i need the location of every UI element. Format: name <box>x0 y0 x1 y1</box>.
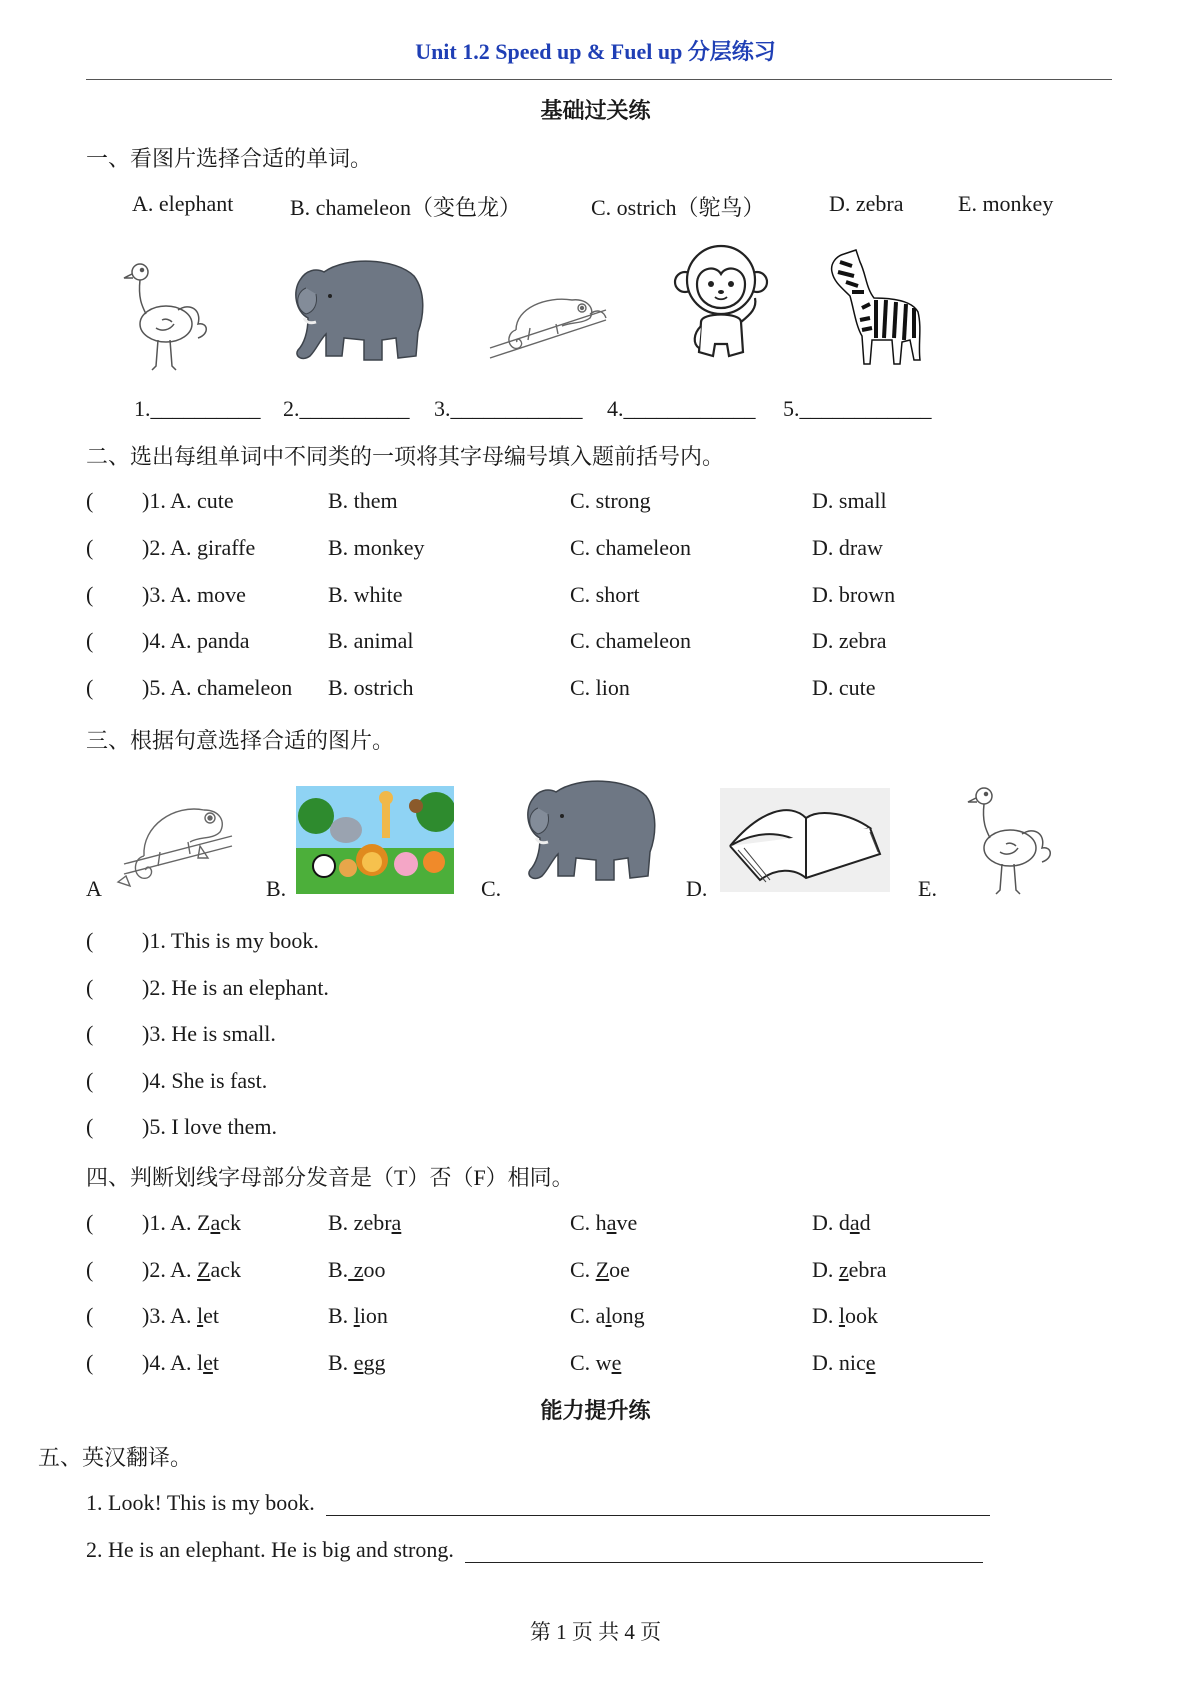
part4-option-c <box>570 1350 621 1376</box>
part4-a-post: ck <box>220 1210 241 1235</box>
part5-item-1 <box>86 1490 990 1516</box>
part5-item-2-text: 2. He is an elephant. He is big and strong. <box>86 1537 454 1562</box>
part4-option-c-underlined: Z <box>595 1257 610 1282</box>
part2-option-b: B. ostrich <box>328 675 414 700</box>
part4-a-underlined: a <box>210 1210 221 1235</box>
answer-paren[interactable]: ( <box>86 1350 94 1375</box>
part4-a-post: et <box>203 1303 220 1328</box>
part2-option-c: C. chameleon <box>570 535 691 560</box>
part3-label-a: A <box>86 876 102 901</box>
part4-option-a <box>142 1350 219 1376</box>
part1-heading: 一、看图片选择合适的单词。 <box>86 146 373 171</box>
part2-option-b: B. animal <box>328 628 414 653</box>
part4-option-b-underlined: z <box>348 1257 364 1282</box>
part4-option-c <box>570 1257 630 1283</box>
ostrich-drawing <box>118 258 216 374</box>
part3-heading: 三、根据句意选择合适的图片。 <box>86 728 395 753</box>
part4-a-post: ack <box>210 1257 241 1282</box>
part4-option-b <box>328 1257 385 1283</box>
part4-option-b <box>328 1350 385 1376</box>
part3-label-c: C. <box>481 876 502 901</box>
part3-sentence: )3. He is small. <box>142 1021 276 1046</box>
part2-option-d: D. cute <box>812 675 876 700</box>
part4-option-b-pre: B. zebr <box>328 1210 392 1235</box>
part1-blank-2[interactable]: 2.__________ <box>283 396 410 421</box>
part4-option-b-underlined: l <box>353 1303 360 1328</box>
part2-option-c: C. short <box>570 582 640 607</box>
elephant-picture <box>518 772 663 888</box>
document-title: Unit 1.2 Speed up & Fuel up 分层练习 <box>415 39 776 64</box>
part4-option-b-underlined: e <box>353 1350 364 1375</box>
part4-option-c-pre: C. h <box>570 1210 607 1235</box>
part2-option-a: )1. A. cute <box>142 488 234 513</box>
part2-option-d: D. small <box>812 488 887 513</box>
part4-option-d-underlined: z <box>838 1257 849 1282</box>
page-footer: 第 1 页 共 4 页 <box>529 1620 662 1644</box>
part4-option-a <box>142 1257 241 1283</box>
answer-paren[interactable]: ( <box>86 928 94 953</box>
part4-option-c-underlined: l <box>605 1303 612 1328</box>
part4-option-b-pre: B. <box>328 1303 354 1328</box>
part4-option-c-pre: C. <box>570 1257 596 1282</box>
part4-option-d-pre: D. nic <box>812 1350 866 1375</box>
part4-option-d <box>812 1210 871 1236</box>
part2-heading: 二、选出每组单词中不同类的一项将其字母编号填入题前括号内。 <box>86 444 725 469</box>
answer-paren[interactable]: ( <box>86 1114 94 1139</box>
part4-option-b-underlined: a <box>391 1210 402 1235</box>
answer-paren[interactable]: ( <box>86 1068 94 1093</box>
part5-item-1-text: 1. Look! This is my book. <box>86 1490 315 1515</box>
part1-blank-1[interactable]: 1.__________ <box>134 396 261 421</box>
part4-option-d-pre: D. d <box>812 1210 850 1235</box>
part2-option-d: D. zebra <box>812 628 887 653</box>
part2-option-a: )3. A. move <box>142 582 246 607</box>
part4-a-pre: l <box>197 1350 204 1375</box>
part2-option-c: C. chameleon <box>570 628 691 653</box>
part4-option-d-post: d <box>859 1210 871 1235</box>
chameleon-drawing <box>486 268 612 364</box>
part1-option-d: D. zebra <box>829 191 904 216</box>
answer-paren[interactable]: ( <box>86 488 94 513</box>
monkey-drawing <box>671 238 771 376</box>
part4-option-d <box>812 1350 876 1376</box>
part1-option-b: B. chameleon（变色龙） <box>290 195 521 220</box>
part3-label-e: E. <box>918 876 937 901</box>
part4-option-c-pre: C. a <box>570 1303 606 1328</box>
chameleon-drawing <box>104 786 236 896</box>
part4-a-underlined: l <box>197 1303 204 1328</box>
part2-option-a: )2. A. giraffe <box>142 535 256 560</box>
part2-option-b: B. monkey <box>328 535 425 560</box>
zebra-picture <box>826 248 934 372</box>
part4-option-a <box>142 1210 241 1236</box>
part4-option-b-post: ion <box>359 1303 388 1328</box>
part3-label-b: B. <box>266 876 287 901</box>
part2-option-b: B. them <box>328 488 398 513</box>
part1-blank-5[interactable]: 5.____________ <box>783 396 932 421</box>
part4-number: )3. A. <box>142 1303 197 1328</box>
part1-option-a: A. elephant <box>132 191 234 216</box>
part4-a-pre: Z <box>197 1210 211 1235</box>
part4-option-b <box>328 1303 388 1329</box>
part4-option-c-post: oe <box>609 1257 630 1282</box>
part2-option-a: )4. A. panda <box>142 628 250 653</box>
part2-option-a: )5. A. chameleon <box>142 675 293 700</box>
part3-sentence: )4. She is fast. <box>142 1068 268 1093</box>
part3-sentence: )2. He is an elephant. <box>142 975 329 1000</box>
part5-answer-line-2[interactable] <box>465 1542 983 1563</box>
header-divider <box>86 79 1112 80</box>
part4-option-d-pre: D. <box>812 1257 839 1282</box>
animals-group-picture <box>296 786 454 894</box>
part4-number: )2. A. <box>142 1257 197 1282</box>
part4-number: )4. A. <box>142 1350 197 1375</box>
answer-paren[interactable]: ( <box>86 1210 94 1235</box>
part4-option-d-underlined: l <box>838 1303 846 1328</box>
part3-sentence: )1. This is my book. <box>142 928 319 953</box>
part4-option-c-post: ve <box>616 1210 638 1235</box>
part1-option-e: E. monkey <box>958 191 1054 216</box>
part4-number: )1. A. <box>142 1210 197 1235</box>
answer-paren[interactable]: ( <box>86 1021 94 1046</box>
part5-item-2 <box>86 1537 983 1563</box>
answer-paren[interactable]: ( <box>86 975 94 1000</box>
part4-option-d <box>812 1303 878 1329</box>
part4-a-underlined: e <box>203 1350 213 1375</box>
part4-option-c <box>570 1303 645 1329</box>
part4-heading: 四、判断划线字母部分发音是（T）否（F）相同。 <box>86 1165 574 1190</box>
part4-option-d-underlined: a <box>849 1210 860 1235</box>
part4-option-b-pre: B. <box>328 1257 349 1282</box>
part4-option-c-underlined: a <box>606 1210 617 1235</box>
part4-option-d <box>812 1257 887 1283</box>
part1-blank-3[interactable]: 3.____________ <box>434 396 583 421</box>
part4-option-d-underlined: e <box>865 1350 876 1375</box>
part2-option-c: C. lion <box>570 675 630 700</box>
part4-a-post: t <box>212 1350 220 1375</box>
part4-option-c-pre: C. w <box>570 1350 612 1375</box>
ostrich-drawing <box>962 782 1060 898</box>
section-title-advanced: 能力提升练 <box>540 1398 651 1423</box>
part4-option-b-pre: B. <box>328 1350 354 1375</box>
answer-paren[interactable]: ( <box>86 1303 94 1328</box>
part4-option-d-post: ook <box>845 1303 879 1328</box>
answer-paren[interactable]: ( <box>86 582 94 607</box>
part2-option-c: C. strong <box>570 488 651 513</box>
part2-option-d: D. draw <box>812 535 883 560</box>
part4-option-a <box>142 1303 219 1329</box>
part5-heading: 五、英汉翻译。 <box>38 1445 193 1470</box>
part4-a-underlined: Z <box>197 1257 211 1282</box>
answer-paren[interactable]: ( <box>86 628 94 653</box>
answer-paren[interactable]: ( <box>86 1257 94 1282</box>
section-title-basic: 基础过关练 <box>540 98 651 123</box>
open-book-drawing <box>720 788 890 892</box>
part4-option-c-post: ong <box>611 1303 645 1328</box>
part2-option-d: D. brown <box>812 582 896 607</box>
part5-answer-line-1[interactable] <box>326 1495 990 1516</box>
answer-paren[interactable]: ( <box>86 675 94 700</box>
part4-option-d-pre: D. <box>812 1303 839 1328</box>
part4-option-b-post: oo <box>363 1257 386 1282</box>
elephant-picture <box>286 252 431 368</box>
part4-option-b <box>328 1210 401 1236</box>
part4-option-c <box>570 1210 637 1236</box>
part4-option-b-post: gg <box>363 1350 386 1375</box>
part3-label-d: D. <box>686 876 708 901</box>
part3-sentence: )5. I love them. <box>142 1114 278 1139</box>
answer-paren[interactable]: ( <box>86 535 94 560</box>
part1-option-c: C. ostrich（鸵鸟） <box>591 195 765 220</box>
part2-option-b: B. white <box>328 582 403 607</box>
part4-option-d-post: ebra <box>848 1257 887 1282</box>
part4-option-c-underlined: e <box>611 1350 622 1375</box>
part1-blank-4[interactable]: 4.____________ <box>607 396 756 421</box>
